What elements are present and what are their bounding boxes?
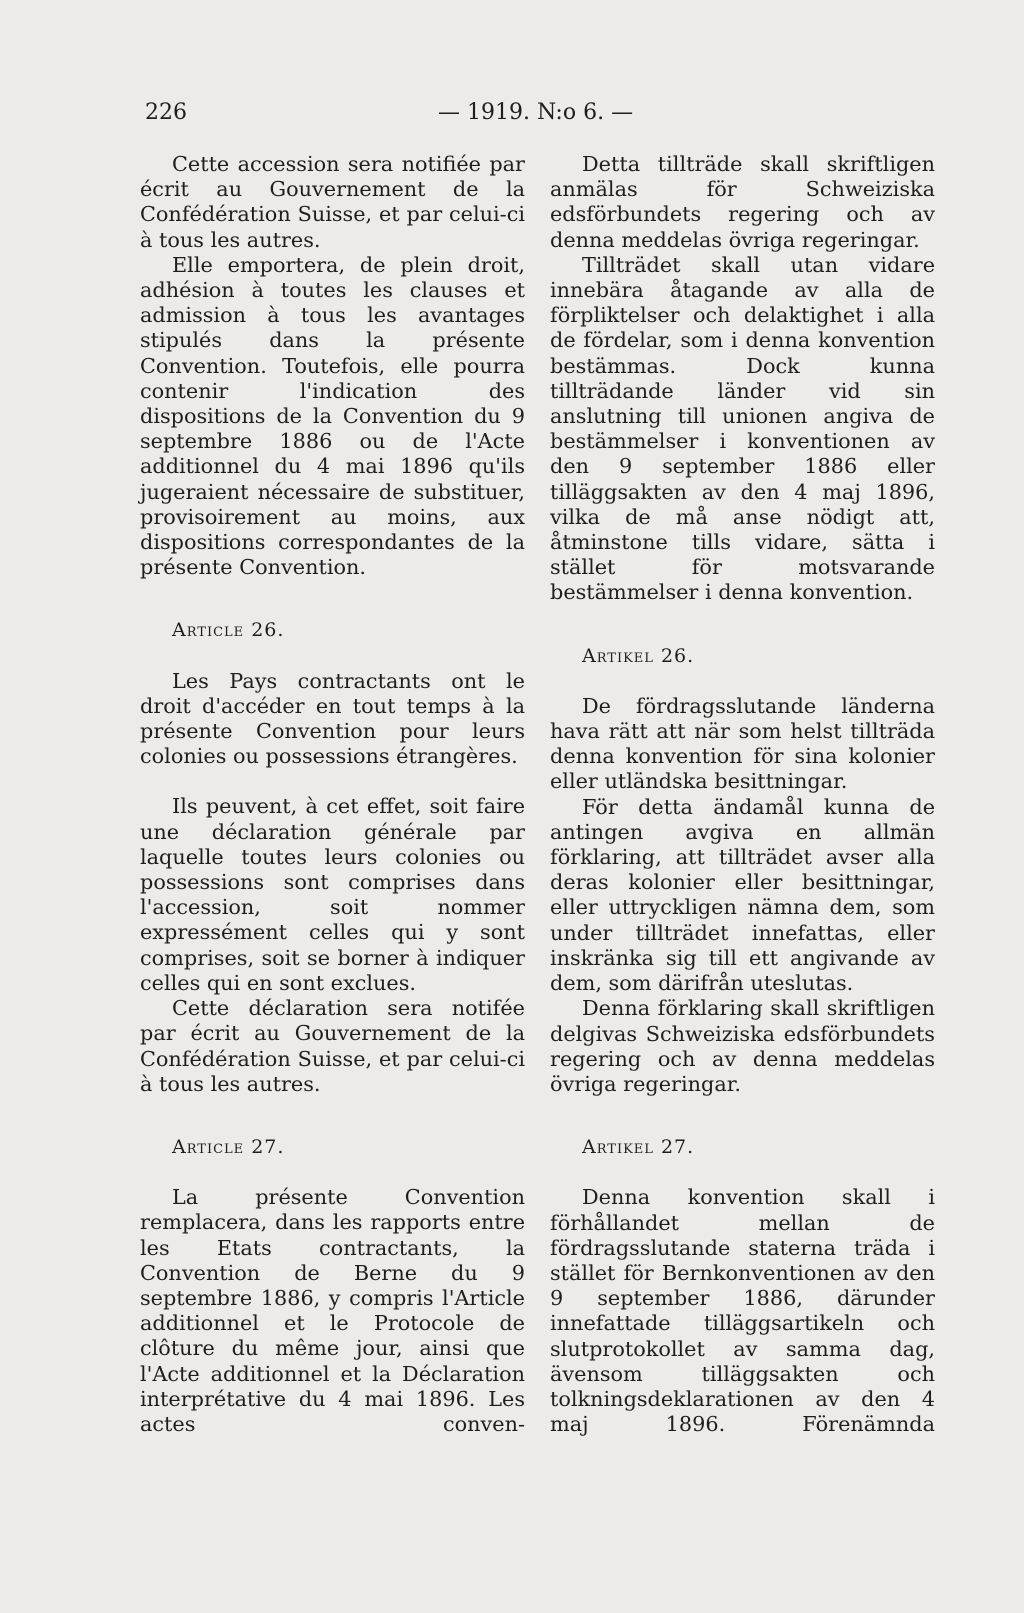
swedish-paragraph-colonies-right: De fördragsslutande länderna hava rätt att när som helst tillträda denna konvention för sina kolonier eller utländska besittningar.	[550, 693, 935, 794]
swedish-paragraph-declaration-notification: Denna förklaring skall skriftligen delgivas Schweiziska edsförbundets regering och av denna meddelas övriga regeringar.	[550, 996, 935, 1096]
french-paragraph-accession-notification: Cette accession sera notifiée par écrit au Gouvernement de la Confédération Suisse, et par celui-ci à tous les autres.	[140, 152, 525, 252]
french-paragraph-adhesion: Elle emportera, de plein droit, adhésion à toutes les clauses et admission à tous les avantages stipulés dans la présente Convention. Toutefois, elle pourra contenir l'indication des dispositions de la Convention du 9 septembre 1886 ou de l'Acte additionnel du 4 mai 1896 qu'ils jugeraient nécessaire de substituer, provisoirement au moins, aux dispositions correspondantes de la présente Convention.	[140, 252, 525, 580]
swedish-column	[550, 152, 935, 1437]
french-paragraph-declaration-notification: Cette déclaration sera notifée par écrit au Gouvernement de la Confédération Suisse, et par celui-ci à tous les autres.	[140, 996, 525, 1096]
french-paragraph-declaration-types: Ils peuvent, à cet effet, soit faire une déclaration générale par laquelle toutes leurs colonies ou possessions sont comprises dans l'accession, soit nommer expressément celles qui y sont comprises, soit se borner à indiquer celles qui en sont exclues.	[140, 794, 525, 995]
running-head: — 1919. N:o 6. —	[438, 100, 634, 125]
french-article-26-heading: Article 26.	[172, 619, 285, 642]
swedish-paragraph-adhesion: Tillträdet skall utan vidare innebära åtagande av alla de förpliktelser och delaktighet i alla de fördelar, som i denna konvention bestämmas. Dock kunna tillträdande länder vid sin anslutning till unionen angiva de bestämmelser i konventionen av den 9 september 1886 eller tilläggsakten av den 4 maj 1896, vilka de må anse nödigt att, åtminstone tills vidare, sätta i stället för motsvarande bestämmelser i denna konvention.	[550, 252, 935, 605]
french-article-27-heading: Article 27.	[172, 1135, 285, 1158]
french-column	[140, 152, 525, 1437]
swedish-paragraph-replacement: Denna konvention skall i förhållandet mellan de fördragsslutande staterna träda i stället för Bernkonventionen av den 9 september 1886, därunder innefattade tilläggsartikeln och slutprotokollet av samma dag, ävensom tilläggsakten och tolkningsdeklarationen av den 4 maj 1896. Förenämnda	[550, 1185, 935, 1437]
page-number: 226	[145, 100, 187, 125]
page-header	[145, 100, 935, 130]
swedish-paragraph-declaration-types: För detta ändamål kunna de antingen avgiva en allmän förklaring, att tillträdet avser alla deras kolonier eller besittningar, eller uttryckligen nämna dem, som under tillträdet innefattas, eller inskränka sig till ett angivande av dem, som därifrån uteslutas.	[550, 794, 935, 996]
swedish-article-27-heading: Artikel 27.	[582, 1136, 695, 1159]
swedish-article-26-heading: Artikel 26.	[582, 644, 695, 667]
french-paragraph-replacement: La présente Convention remplacera, dans les rapports entre les Etats contractants, la Convention de Berne du 9 septembre 1886, y compris l'Article additionnel et le Protocole de clôture du même jour, ainsi que l'Acte additionnel et la Déclaration interprétative du 4 mai 1896. Les actes conven-	[140, 1185, 525, 1436]
french-paragraph-colonies-right: Les Pays contractants ont le droit d'accéder en tout temps à la présente Convention pour leurs colonies ou possessions étrangères.	[140, 668, 525, 769]
swedish-paragraph-accession-notification: Detta tillträde skall skriftligen anmälas för Schweiziska edsförbundets regering och av denna meddelas övriga regeringar.	[550, 152, 935, 252]
